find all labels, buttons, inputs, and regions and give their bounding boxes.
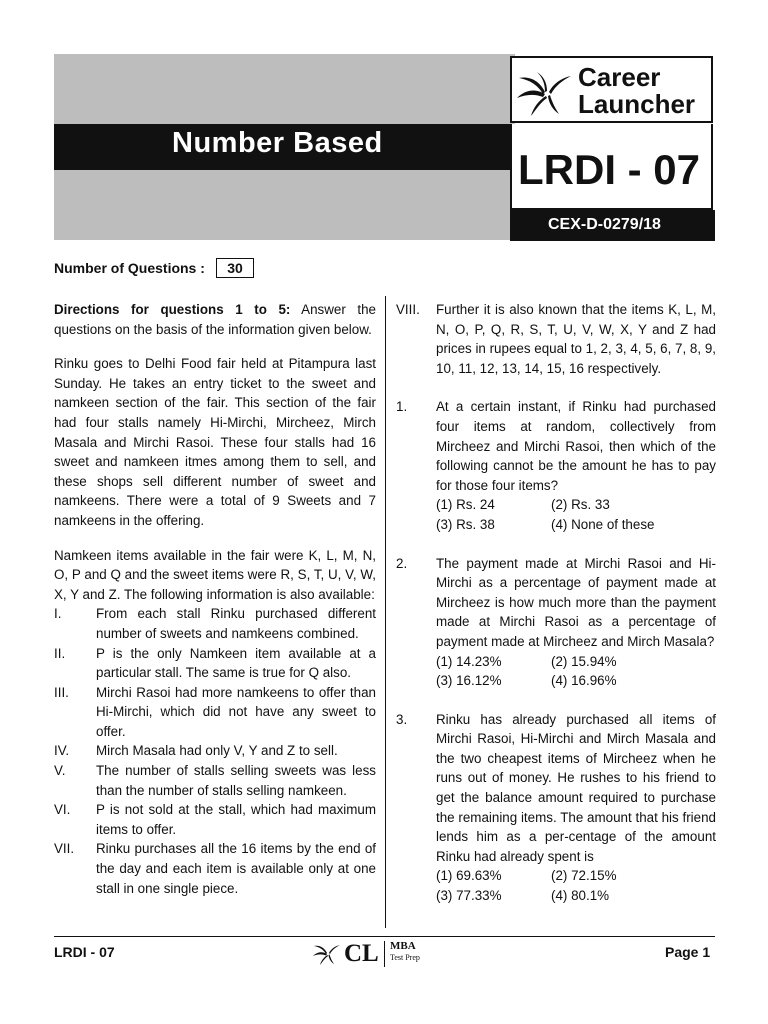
footer-swirl-icon [312, 942, 342, 966]
test-code: LRDI - 07 [518, 146, 701, 193]
brand-line-1: Career [578, 62, 661, 92]
brand-name [578, 64, 695, 118]
footer-logo-cl: CL [344, 940, 379, 967]
option: (3) Rs. 38 [436, 516, 495, 532]
condition-item [54, 683, 376, 742]
option: (4) None of these [551, 516, 655, 532]
option: (2) Rs. 33 [551, 497, 610, 513]
footer-code: LRDI - 07 [54, 944, 115, 960]
option: (3) 16.12% [436, 673, 502, 689]
condition-text: P is not sold at the stall, which had maximum items to offer. [96, 802, 376, 837]
question-text: Rinku has already purchased all items of Mirchi Rasoi, Hi-Mirchi and Mirch Masala and the two cheapest items of Mircheez when he runs out of money. He rushes to his friend to get the balance amount required to purchase the remaining items. The amount that his friend lends him as a per-centage of the amount Rinku had already spent is [436, 711, 716, 864]
condition-text: From each stall Rinku purchased different number of sweets and namkeens combined. [96, 606, 376, 641]
condition-num: V. [54, 763, 66, 779]
page-title: Number Based [172, 127, 383, 159]
num-questions-label: Number of Questions : [54, 260, 205, 276]
brand-line-2: Launcher [578, 89, 696, 119]
option: (1) 14.23% [436, 653, 502, 669]
footer-rule [54, 936, 715, 937]
question-item [396, 710, 716, 906]
question-num: 3. [396, 711, 408, 727]
footer-logo-divider [384, 941, 385, 967]
paragraph-2: Namkeen items available in the fair were K, L, M, N, O, P and Q and the sweet items were R, S, T, U, V, W, X, Y and Z. The following information is also available: [54, 547, 376, 602]
condition-text: Rinku purchases all the 16 items by the end of the day and each item is available only at one stall in one single piece. [96, 841, 376, 896]
paragraph-1: Rinku goes to Delhi Food fair held at Pitampura last Sunday. He takes an entry ticket to the sweet and namkeen section of the fair. This section of the fair had four stalls namely Hi-Mirchi, Mircheez, Mirch Masala and Mirchi Rasoi. These four stalls had 16 sweet and namkeen itmes among them to sell, and these shops sell different number of sweet and namkeens. There were a total of 9 Sweets and 7 namkeens in the offering. [54, 356, 376, 528]
question-num: 2. [396, 555, 408, 571]
directions-text: Answer the questions on the basis of the information given below. [54, 302, 377, 337]
condition-item [54, 604, 376, 643]
condition-num: VI. [54, 802, 71, 818]
condition-item [54, 839, 376, 898]
condition-item [54, 644, 376, 683]
page-number: Page 1 [665, 944, 711, 960]
option: (1) 69.63% [436, 868, 502, 884]
question-text: At a certain instant, if Rinku had purchased four items at random, collectively from Mircheez and Mirchi Rasoi, then which of the following cannot be the amount he has to pay for those four items? [436, 399, 716, 493]
footer-logo-tagline: Test Prep [390, 953, 420, 962]
condition-item [54, 761, 376, 800]
option: (4) 80.1% [551, 888, 610, 904]
condition-text: Mirch Masala had only V, Y and Z to sell. [96, 743, 338, 759]
option: (2) 15.94% [551, 653, 617, 669]
condition-num: VII. [54, 841, 75, 857]
condition-item [54, 741, 376, 761]
reference-code: CEX-D-0279/18 [548, 216, 661, 233]
footer-logo-mba: MBA [390, 940, 416, 952]
condition-item [396, 300, 716, 378]
directions-lead: Directions for questions 1 to 5: [54, 302, 291, 317]
question-item [396, 397, 716, 534]
column-divider [385, 296, 386, 928]
option: (1) Rs. 24 [436, 497, 495, 513]
condition-text: Mirchi Rasoi had more namkeens to offer than Hi-Mirchi, which did not have any sweet to offer. [96, 684, 376, 739]
question-text: The payment made at Mirchi Rasoi and Hi-Mirchi as a percentage of payment made at Mircheez is how much more than the payment made at Mirchi Rasoi as a percentage of payment made at Mircheez and Mirch Masala? [436, 555, 716, 649]
condition-num: VIII. [396, 302, 420, 317]
right-column [396, 300, 716, 906]
condition-num: I. [54, 606, 62, 622]
question-options [436, 652, 716, 691]
option: (4) 16.96% [551, 673, 617, 689]
condition-num: IV. [54, 743, 70, 759]
num-questions-value: 30 [216, 258, 254, 278]
question-options [436, 495, 716, 534]
question-item [396, 554, 716, 691]
question-options [436, 866, 716, 905]
left-column [54, 300, 376, 898]
condition-item [54, 800, 376, 839]
condition-num: III. [54, 684, 69, 700]
option: (3) 77.33% [436, 888, 502, 904]
directions [54, 300, 376, 339]
question-num: 1. [396, 399, 408, 415]
condition-num: II. [54, 645, 66, 661]
condition-text: P is the only Namkeen item available at a particular stall. The same is true for Q also. [96, 645, 376, 681]
condition-text: Further it is also known that the items K, L, M, N, O, P, Q, R, S, T, U, V, W, X, Y and Z had prices in rupees equal to 1, 2, 3, 4, 5, 6, 7, 8, 9, 10, 11, 12, 13, 14, 15, 16 respectively. [436, 302, 716, 376]
condition-text: The number of stalls selling sweets was less than the number of stalls selling namkeen. [96, 763, 376, 798]
option: (2) 72.15% [551, 868, 617, 884]
swirl-logo-icon [515, 70, 575, 118]
